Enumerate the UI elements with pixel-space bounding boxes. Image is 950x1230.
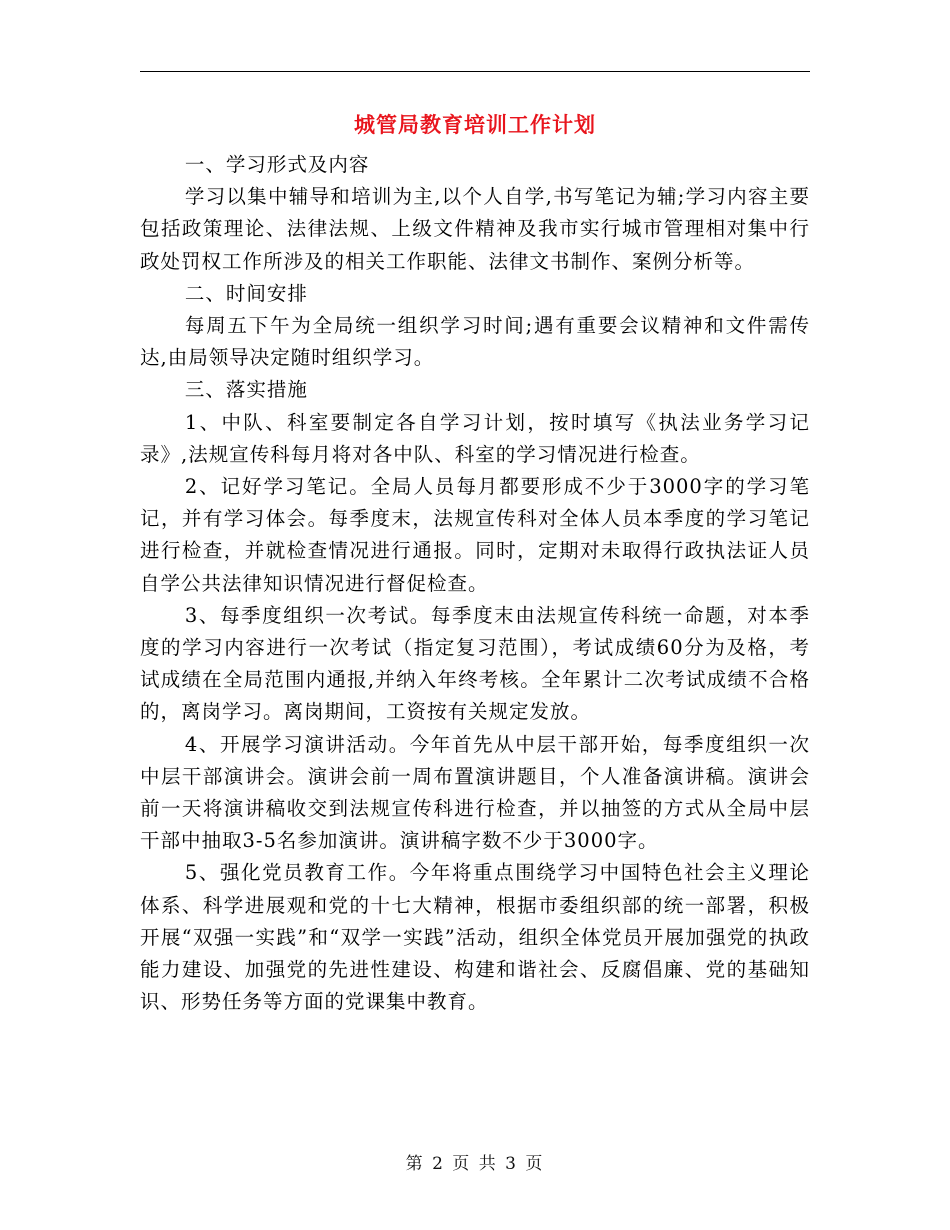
measure-item-5: 5、强化党员教育工作。今年将重点围绕学习中国特色社会主义理论体系、科学进展观和党的十七大精神，根据市委组织部的统一部署，积极开展“双强一实践”和“双学一实践”活动，组织全体党员开展加强党的执政能力建设、加强党的先进性建设、构建和谐社会、反腐倡廉、党的基础知识、形势任务等方面的党课集中教育。: [140, 861, 810, 1014]
section-heading-2: 二、时间安排: [184, 281, 308, 305]
measure-item-2: 2、记好学习笔记。全局人员每月都要形成不少于3000字的学习笔记，并有学习体会。每季度末，法规宣传科对全体人员本季度的学习笔记进行检查，并就检查情况进行通报。同时，定期对未取得行政执法证人员自学公共法律知识情况进行督促检查。: [140, 475, 810, 595]
document-title: 城管局教育培训工作计划: [354, 113, 596, 137]
page-number: 第 2 页 共 3 页: [405, 1154, 545, 1174]
paragraph-1: 学习以集中辅导和培训为主,以个人自学,书写笔记为辅;学习内容主要包括政策理论、法律法规、上级文件精神及我市实行城市管理相对集中行政处罚权工作所涉及的相关工作职能、法律文书制作、案例分析等。: [140, 185, 810, 273]
measure-item-1: 1、中队、科室要制定各自学习计划，按时填写《执法业务学习记录》,法规宣传科每月将对各中队、科室的学习情况进行检查。: [140, 410, 810, 466]
header-rule: [140, 71, 810, 72]
measure-item-4: 4、开展学习演讲活动。今年首先从中层干部开始，每季度组织一次中层干部演讲会。演讲会前一周布置演讲题目，个人准备演讲稿。演讲会前一天将演讲稿收交到法规宣传科进行检查，并以抽签的方式从全局中层干部中抽取3-5名参加演讲。演讲稿字数不少于3000字。: [140, 732, 810, 853]
measure-item-3: 3、每季度组织一次考试。每季度末由法规宣传科统一命题，对本季度的学习内容进行一次考试（指定复习范围），考试成绩60分为及格，考试成绩在全局范围内通报,并纳入年终考核。全年累计二次考试成绩不合格的，离岗学习。离岗期间，工资按有关规定发放。: [140, 603, 810, 724]
section-heading-1: 一、学习形式及内容: [184, 153, 370, 176]
document-body: [140, 149, 810, 1018]
section-heading-3: 三、落实措施: [184, 378, 308, 402]
paragraph-2: 每周五下午为全局统一组织学习时间;遇有重要会议精神和文件需传达,由局领导决定随时组织学习。: [140, 314, 810, 370]
